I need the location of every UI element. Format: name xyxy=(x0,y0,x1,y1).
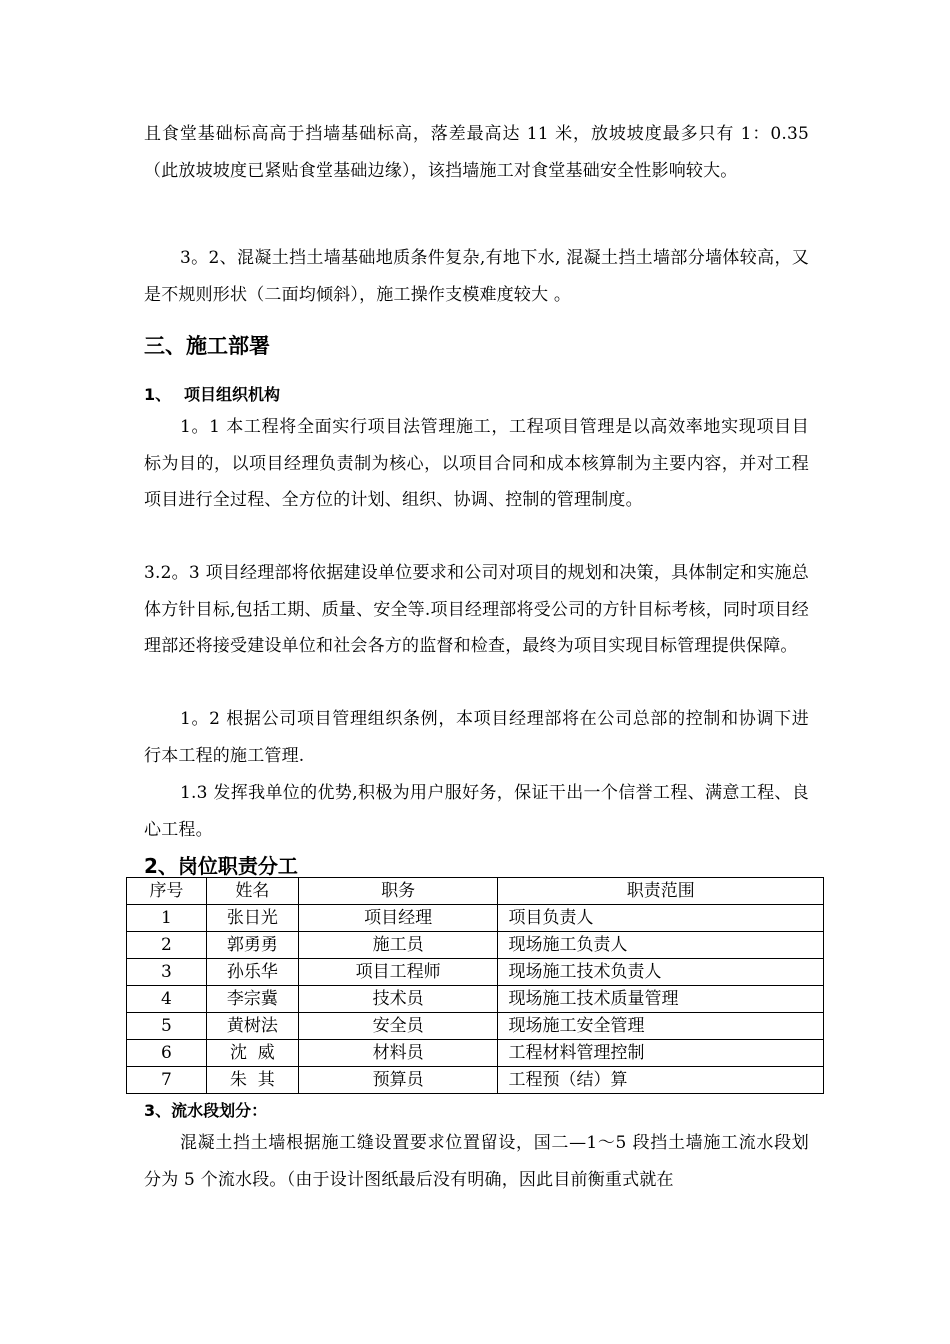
cell-responsibility: 工程材料管理控制 xyxy=(498,1040,824,1067)
cell-position: 项目工程师 xyxy=(298,959,498,986)
subheading-flow-section-division: 3、流水段划分： xyxy=(144,1101,268,1120)
cell-responsibility: 工程预（结）算 xyxy=(498,1067,824,1094)
table-row xyxy=(127,1013,824,1040)
table-row xyxy=(127,932,824,959)
header-position: 职务 xyxy=(298,878,498,905)
table-row xyxy=(127,1040,824,1067)
cell-position: 材料员 xyxy=(298,1040,498,1067)
table-row xyxy=(127,959,824,986)
cell-serial: 2 xyxy=(127,932,207,959)
header-responsibility: 职责范围 xyxy=(498,878,824,905)
cell-name: 孙乐华 xyxy=(206,959,298,986)
table-header-row xyxy=(127,878,824,905)
cell-serial: 7 xyxy=(127,1067,207,1094)
header-name: 姓名 xyxy=(206,878,298,905)
paragraph-1-1: 1。1 本工程将全面实行项目法管理施工，工程项目管理是以高效率地实现项目目标为目的，以项目经理负责制为核心，以项目合同和成本核算制为主要内容，并对工程项目进行全过程、全方位的计划、组织、协调、控制的管理制度。 xyxy=(144,417,809,510)
cell-responsibility: 项目负责人 xyxy=(498,905,824,932)
cell-name: 沈 威 xyxy=(206,1040,298,1067)
paragraph-1-2: 1。2 根据公司项目管理组织条例，本项目经理部将在公司总部的控制和协调下进行本工程的施工管理. xyxy=(144,709,809,766)
subheading-number: 1、 xyxy=(144,385,172,404)
table-row xyxy=(127,1067,824,1094)
cell-name: 张日光 xyxy=(206,905,298,932)
cell-position: 施工员 xyxy=(298,932,498,959)
duty-table xyxy=(126,877,824,1094)
cell-position: 安全员 xyxy=(298,1013,498,1040)
cell-serial: 5 xyxy=(127,1013,207,1040)
cell-name: 郭勇勇 xyxy=(206,932,298,959)
subheading-title: 项目组织机构 xyxy=(184,385,281,404)
cell-serial: 6 xyxy=(127,1040,207,1067)
cell-position: 技术员 xyxy=(298,986,498,1013)
paragraph-1-3: 1.3 发挥我单位的优势,积极为用户服好务，保证干出一个信誉工程、满意工程、良心工程。 xyxy=(144,783,809,840)
paragraph-3-2-3: 3.2。3 项目经理部将依据建设单位要求和公司对项目的规划和决策，具体制定和实施总体方针目标,包括工期、质量、安全等.项目经理部将受公司的方针目标考核，同时项目经理部还将接受建设单位和社会各方的监督和检查，最终为项目实现目标管理提供保障。 xyxy=(144,563,809,656)
cell-position: 项目经理 xyxy=(298,905,498,932)
cell-responsibility: 现场施工安全管理 xyxy=(498,1013,824,1040)
header-serial: 序号 xyxy=(127,878,207,905)
cell-position: 预算员 xyxy=(298,1067,498,1094)
cell-responsibility: 现场施工负责人 xyxy=(498,932,824,959)
subheading-project-organization xyxy=(144,382,280,405)
table-row xyxy=(127,986,824,1013)
cell-serial: 3 xyxy=(127,959,207,986)
cell-serial: 1 xyxy=(127,905,207,932)
table-row xyxy=(127,905,824,932)
cell-name: 李宗冀 xyxy=(206,986,298,1013)
paragraph-flow-sections: 混凝土挡土墙根据施工缝设置要求位置留设，国二—1～5 段挡土墙施工流水段划分为 5 个流水段。（由于设计图纸最后没有明确，因此目前衡重式就在 xyxy=(144,1133,809,1190)
paragraph-canteen-foundation: 且食堂基础标高高于挡墙基础标高，落差最高达 11 米，放坡坡度最多只有 1：0.35（此放坡坡度已紧贴食堂基础边缘），该挡墙施工对食堂基础安全性影响较大。 xyxy=(144,124,809,181)
cell-responsibility: 现场施工技术负责人 xyxy=(498,959,824,986)
section-heading-construction-deployment: 三、施工部署 xyxy=(144,334,270,358)
cell-name: 朱 其 xyxy=(206,1067,298,1094)
cell-responsibility: 现场施工技术质量管理 xyxy=(498,986,824,1013)
subheading-duty-division: 2、岗位职责分工 xyxy=(144,854,298,878)
paragraph-geology: 3。2、混凝土挡土墙基础地质条件复杂,有地下水, 混凝土挡土墙部分墙体较高，又是不规则形状（二面均倾斜），施工操作支模难度较大 。 xyxy=(144,248,809,305)
cell-name: 黄树法 xyxy=(206,1013,298,1040)
cell-serial: 4 xyxy=(127,986,207,1013)
